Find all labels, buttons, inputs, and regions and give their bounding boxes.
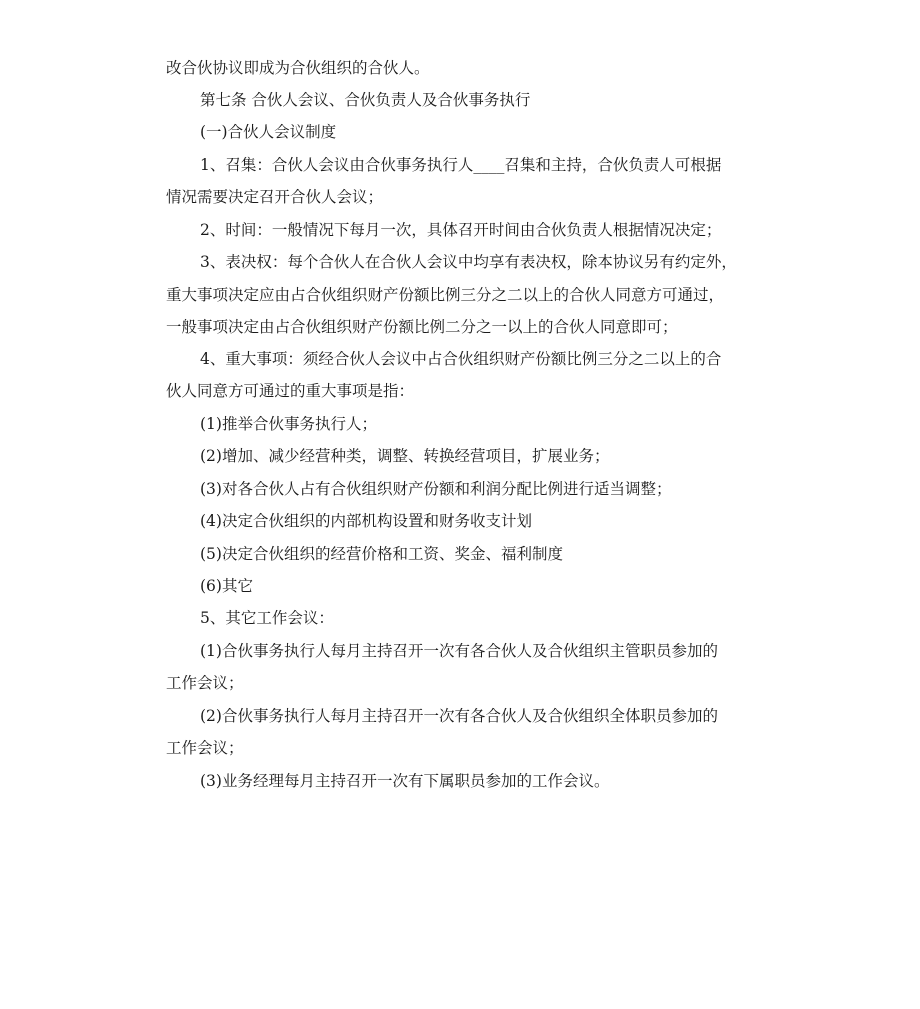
list-item: (2)合伙事务执行人每月主持召开一次有各合伙人及合伙组织全体职员参加的 [200,707,718,725]
list-item: (1)合伙事务执行人每月主持召开一次有各合伙人及合伙组织主管职员参加的 [200,642,718,660]
text-line: 伙人同意方可通过的重大事项是指： [166,382,415,400]
list-item: (5)决定合伙组织的经营价格和工资、奖金、福利制度 [200,545,563,563]
section-heading: (一)合伙人会议制度 [200,123,337,141]
text-line: 3、表决权：每个合伙人在合伙人会议中均享有表决权，除本协议另有约定外， [200,253,737,271]
list-item: (1)推举合伙事务执行人； [200,415,377,433]
text-line: 5、其它工作会议： [200,609,334,627]
list-item: (2)增加、减少经营种类，调整、转换经营项目，扩展业务； [200,447,610,465]
list-item: (3)对各合伙人占有合伙组织财产份额和利润分配比例进行适当调整； [200,480,672,498]
list-item: (6)其它 [200,577,253,595]
text-line: 一般事项决定由占合伙组织财产份额比例二分之一以上的合伙人同意即可； [166,318,678,336]
text-line: 2、时间：一般情况下每月一次，具体召开时间由合伙负责人根据情况决定； [200,221,722,239]
list-item: (3)业务经理每月主持召开一次有下属职员参加的工作会议。 [200,772,610,790]
text-line: 工作会议； [166,674,244,692]
text-line: 情况需要决定召开合伙人会议； [166,188,384,206]
text-line: 1、召集：合伙人会议由合伙事务执行人____召集和主持，合伙负责人可根据 [200,156,722,174]
article-heading: 第七条 合伙人会议、合伙负责人及合伙事务执行 [200,91,531,109]
text-line: 重大事项决定应由占合伙组织财产份额比例三分之二以上的合伙人同意方可通过， [166,286,725,304]
list-item: (4)决定合伙组织的内部机构设置和财务收支计划 [200,512,532,530]
text-line: 4、重大事项：须经合伙人会议中占合伙组织财产份额比例三分之二以上的合 [200,350,722,368]
text-line: 改合伙协议即成为合伙组织的合伙人。 [166,59,430,77]
text-line: 工作会议； [166,739,244,757]
